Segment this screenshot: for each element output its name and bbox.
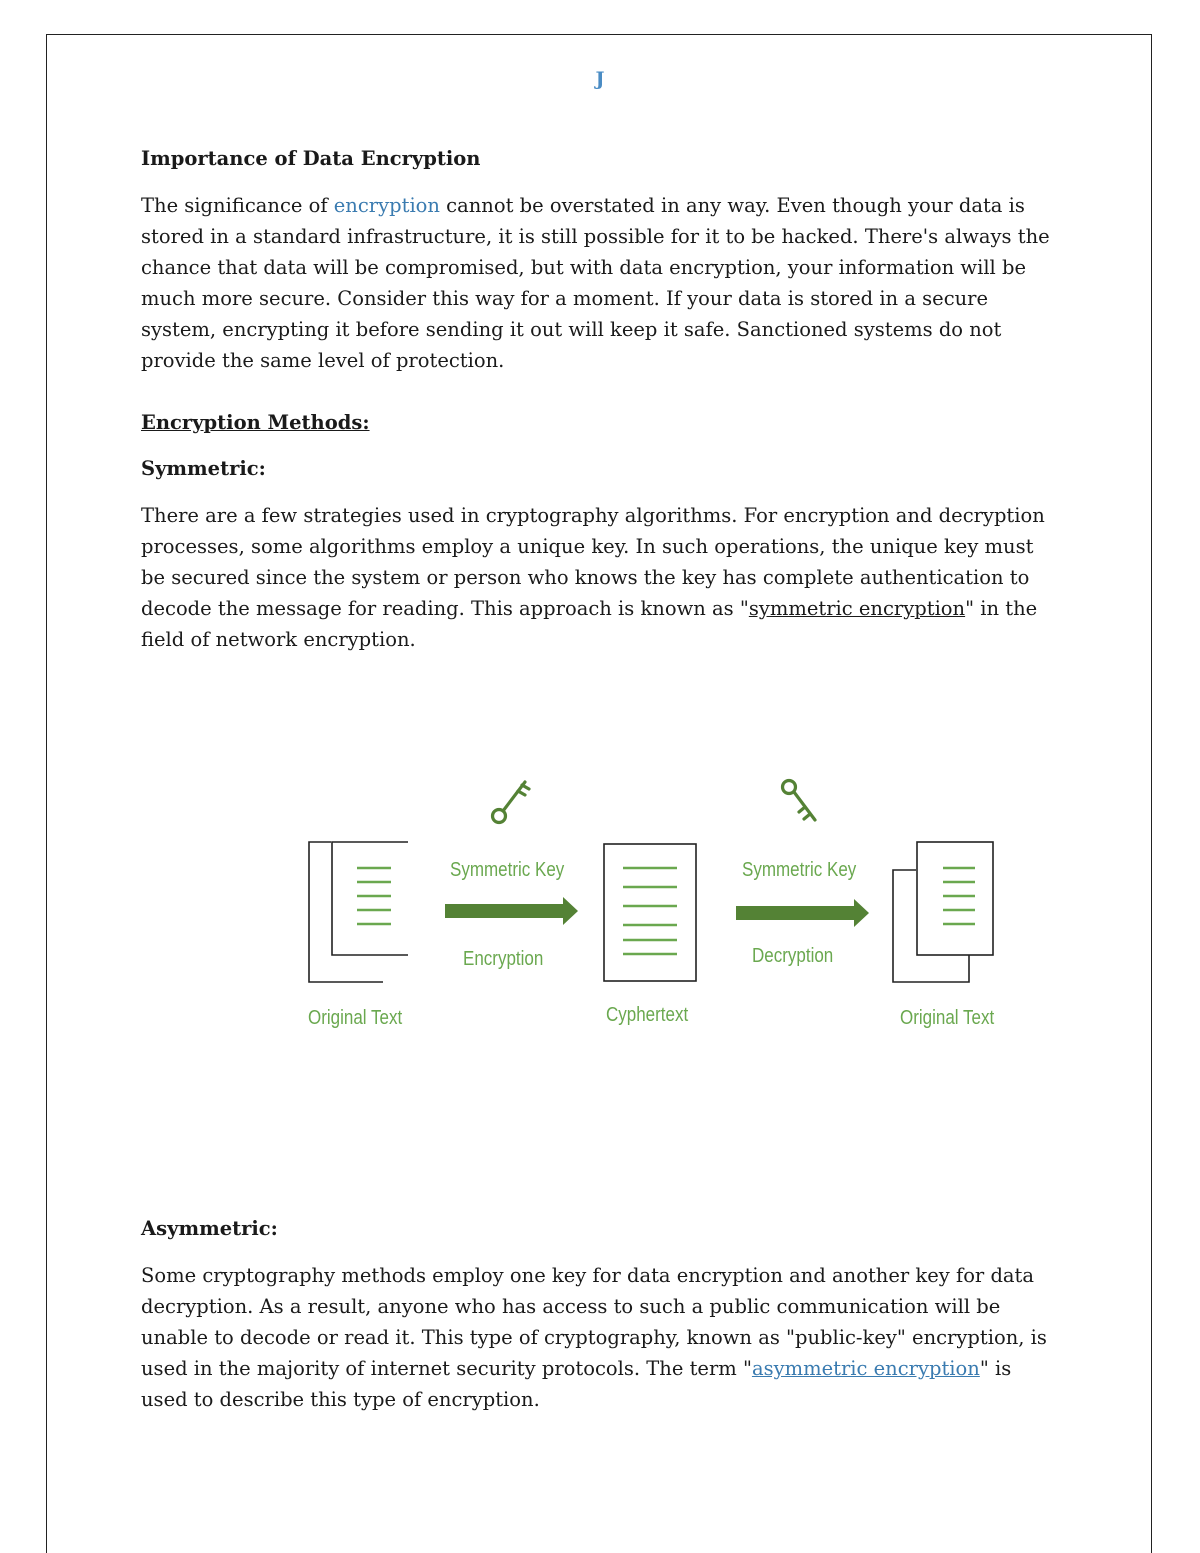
paragraph-asymmetric-end: " is used to describe this type of encryption. — [141, 1357, 1012, 1411]
paragraph-asymmetric — [141, 1260, 1061, 1415]
section-asymmetric — [141, 1213, 1061, 1415]
paragraph-symmetric — [141, 500, 1061, 655]
symmetric-encryption-diagram — [295, 770, 1015, 1045]
original-document-right-icon — [893, 842, 993, 982]
key-icon-right — [783, 781, 816, 821]
encryption-link[interactable]: encryption — [333, 194, 440, 217]
asymmetric-encryption-link[interactable]: asymmetric encryption — [751, 1357, 980, 1380]
decryption-label: Decryption — [752, 945, 834, 967]
paragraph-importance-start: The significance of — [141, 194, 334, 217]
page-header-letter: J — [595, 68, 605, 90]
symmetric-encryption-link[interactable]: symmetric encryption — [748, 597, 966, 620]
heading-asymmetric: Asymmetric: — [141, 1217, 278, 1240]
paragraph-importance — [141, 190, 1061, 376]
original-text-label-left: Original Text — [308, 1007, 403, 1029]
encryption-arrow — [445, 897, 578, 925]
original-text-label-right: Original Text — [900, 1007, 995, 1029]
heading-encryption-methods: Encryption Methods: — [141, 411, 370, 434]
decryption-arrow — [736, 899, 869, 927]
paragraph-importance-end: cannot be overstated in any way. Even though your data is stored in a standard infrastructure, it is still possible for it to be hacked. There's always the chance that data will be compromised, but with data encryption, your information will be much more secure. Consider this way for a moment. If your data is stored in a secure system, encrypting it before sending it out will keep it safe. Sanctioned systems do not provide the same level of protection. — [141, 194, 1050, 372]
section-methods — [141, 407, 1061, 655]
heading-importance: Importance of Data Encryption — [141, 147, 481, 170]
original-document-left-icon — [309, 842, 408, 982]
section-importance — [141, 143, 1061, 376]
cyphertext-document-icon — [604, 844, 696, 981]
symmetric-key-label-right: Symmetric Key — [742, 859, 857, 881]
paragraph-symmetric-start: There are a few strategies used in cryptography algorithms. For encryption and decryption processes, some algorithms employ a unique key. In such operations, the unique key must be secured since the system or person who knows the key has complete authentication to decode the message for reading. This approach is known as " — [141, 504, 1045, 620]
cyphertext-label: Cyphertext — [606, 1004, 689, 1026]
encryption-label: Encryption — [463, 948, 544, 970]
key-icon-left — [493, 782, 530, 823]
heading-symmetric: Symmetric: — [141, 457, 266, 480]
symmetric-key-label-left: Symmetric Key — [450, 859, 565, 881]
paragraph-symmetric-end: " in the field of network encryption. — [141, 597, 1038, 651]
paragraph-asymmetric-start: Some cryptography methods employ one key for data encryption and another key for data decryption. As a result, anyone who has access to such a public communication will be unable to decode or read it. This type of cryptography, known as "public-key" encryption, is used in the majority of internet security protocols. The term " — [141, 1264, 1047, 1380]
